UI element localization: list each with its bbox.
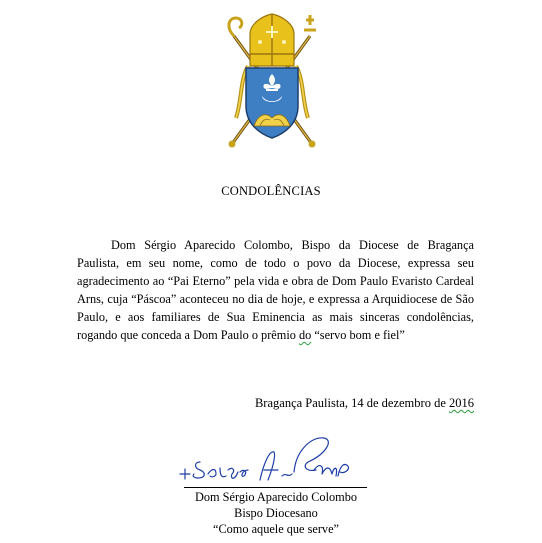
handwritten-signature: [178, 432, 358, 490]
place-date-text: Bragança Paulista, 14 de dezembro de: [254, 396, 449, 410]
diocese-coat-of-arms: [220, 10, 324, 150]
signer-name: Dom Sérgio Aparecido Colombo: [194, 490, 357, 504]
signature-line: [184, 487, 367, 488]
place-and-date: [255, 396, 474, 411]
signer-role: Bispo Diocesano: [234, 506, 318, 520]
letter-title: CONDOLÊNCIAS: [221, 184, 321, 198]
condolence-paragraph: [77, 236, 474, 344]
shield-icon: [246, 68, 298, 138]
signer-motto: “Como aquele que serve”: [213, 522, 339, 536]
place-date-year: 2016: [449, 396, 474, 410]
spellcheck-word: do: [298, 328, 312, 342]
signer-block: [160, 489, 392, 537]
paragraph-text: Dom Sérgio Aparecido Colombo, Bispo da Diocese de Bragança Paulista, em seu nome, como de todo o povo da Diocese, expressa seu agradecimento ao “Pai Eterno” pela vida e obra de Dom Paulo Evaristo Cardeal Arns, cuja “Páscoa” aconteceu no dia de hoje, e expressa a Arquidiocese de São Paulo, e aos familiares de Sua Eminencia as mais sinceras condolências, rogando que conceda a Dom Paulo o prêmio: [77, 238, 474, 342]
mitre-icon: [250, 14, 294, 66]
paragraph-closing-quote: “servo bom e fiel”: [311, 328, 405, 342]
